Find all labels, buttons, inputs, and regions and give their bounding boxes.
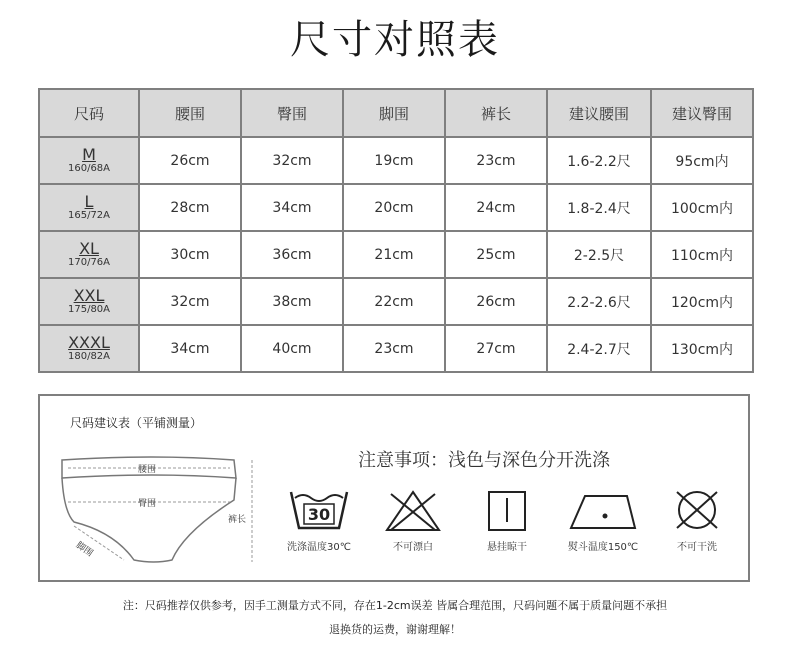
table-cell: 34cm: [241, 184, 343, 231]
page-title: 尺寸对照表: [290, 17, 500, 63]
size-cell: [39, 278, 139, 325]
size-cell: [39, 184, 139, 231]
table-cell: 22cm: [343, 278, 445, 325]
table-cell: 120cm内: [651, 278, 753, 325]
size-spec: 180/82A: [67, 350, 111, 362]
wash-temp-value: 30: [307, 505, 331, 524]
size-cell: [39, 137, 139, 184]
measurement-guide: [38, 394, 750, 582]
care-item-wash: [274, 488, 364, 553]
table-row: [39, 278, 753, 325]
table-cell: 24cm: [445, 184, 547, 231]
table-cell: 2-2.5尺: [547, 231, 651, 278]
table-cell: 32cm: [139, 278, 241, 325]
table-cell: 27cm: [445, 325, 547, 372]
header-suggested-waist: 建议腰围: [547, 89, 651, 137]
size-spec: 175/80A: [67, 303, 111, 315]
table-row: [39, 325, 753, 372]
care-label: 洗涤温度30℃: [287, 542, 351, 553]
waist-label: 腰围: [138, 465, 157, 475]
care-item-dryclean: [652, 488, 742, 553]
note-line-1: 注：尺码推荐仅供参考，因手工测量方式不同，存在1-2cm误差 皆属合理范围，尺码问题不属于质量问题不承担: [122, 599, 668, 612]
care-label: 悬挂晾干: [487, 542, 527, 553]
header-waist: 腰围: [139, 89, 241, 137]
table-cell: 110cm内: [651, 231, 753, 278]
size-label: XL: [79, 238, 99, 258]
table-cell: 32cm: [241, 137, 343, 184]
no-dry-clean-icon: [665, 488, 729, 534]
size-label: M: [82, 144, 96, 164]
header-suggested-hip: 建议臀围: [651, 89, 753, 137]
care-label: 不可干洗: [677, 542, 717, 553]
size-spec: 170/76A: [67, 256, 111, 268]
header-leg: 脚围: [343, 89, 445, 137]
size-spec: 165/72A: [67, 209, 111, 221]
length-label: 裤长: [228, 515, 247, 525]
size-label: XXL: [73, 285, 105, 305]
table-row: [39, 231, 753, 278]
table-row: [39, 184, 753, 231]
table-cell: 30cm: [139, 231, 241, 278]
table-cell: 28cm: [139, 184, 241, 231]
table-cell: 130cm内: [651, 325, 753, 372]
table-cell: 26cm: [139, 137, 241, 184]
table-cell: 23cm: [343, 325, 445, 372]
table-row: [39, 137, 753, 184]
table-cell: 34cm: [139, 325, 241, 372]
briefs-diagram: [54, 452, 274, 572]
size-label: XXXL: [68, 332, 110, 352]
guide-heading: 尺码建议表（平铺测量）: [70, 416, 203, 430]
table-cell: 40cm: [241, 325, 343, 372]
size-cell: [39, 231, 139, 278]
table-cell: 38cm: [241, 278, 343, 325]
hip-label: 臀围: [138, 499, 157, 509]
care-item-bleach: [368, 488, 458, 553]
table-cell: 23cm: [445, 137, 547, 184]
table-cell: 100cm内: [651, 184, 753, 231]
header-length: 裤长: [445, 89, 547, 137]
table-cell: 36cm: [241, 231, 343, 278]
care-item-iron: [558, 488, 648, 553]
table-cell: 2.2-2.6尺: [547, 278, 651, 325]
care-label: 熨斗温度150℃: [567, 542, 639, 553]
care-item-hang: [462, 488, 552, 553]
note-line-2: 退换货的运费，谢谢理解！: [329, 623, 461, 636]
size-label: L: [84, 191, 94, 211]
header-hip: 臀围: [241, 89, 343, 137]
no-bleach-icon: [381, 488, 445, 534]
header-size: 尺码: [39, 89, 139, 137]
leg-label: 脚围: [73, 540, 95, 559]
table-cell: 25cm: [445, 231, 547, 278]
table-cell: 1.6-2.2尺: [547, 137, 651, 184]
iron-icon: [567, 488, 639, 534]
table-cell: 19cm: [343, 137, 445, 184]
table-cell: 26cm: [445, 278, 547, 325]
table-cell: 95cm内: [651, 137, 753, 184]
size-spec: 160/68A: [67, 162, 111, 174]
size-cell: [39, 325, 139, 372]
table-cell: 20cm: [343, 184, 445, 231]
care-notice: 注意事项：浅色与深色分开洗涤: [358, 450, 610, 471]
table-cell: 21cm: [343, 231, 445, 278]
disclaimer-note: [30, 594, 760, 642]
hang-dry-icon: [475, 488, 539, 534]
table-header-row: [39, 89, 753, 137]
table-cell: 2.4-2.7尺: [547, 325, 651, 372]
table-cell: 1.8-2.4尺: [547, 184, 651, 231]
size-table: [38, 88, 754, 373]
care-label: 不可漂白: [393, 542, 433, 553]
